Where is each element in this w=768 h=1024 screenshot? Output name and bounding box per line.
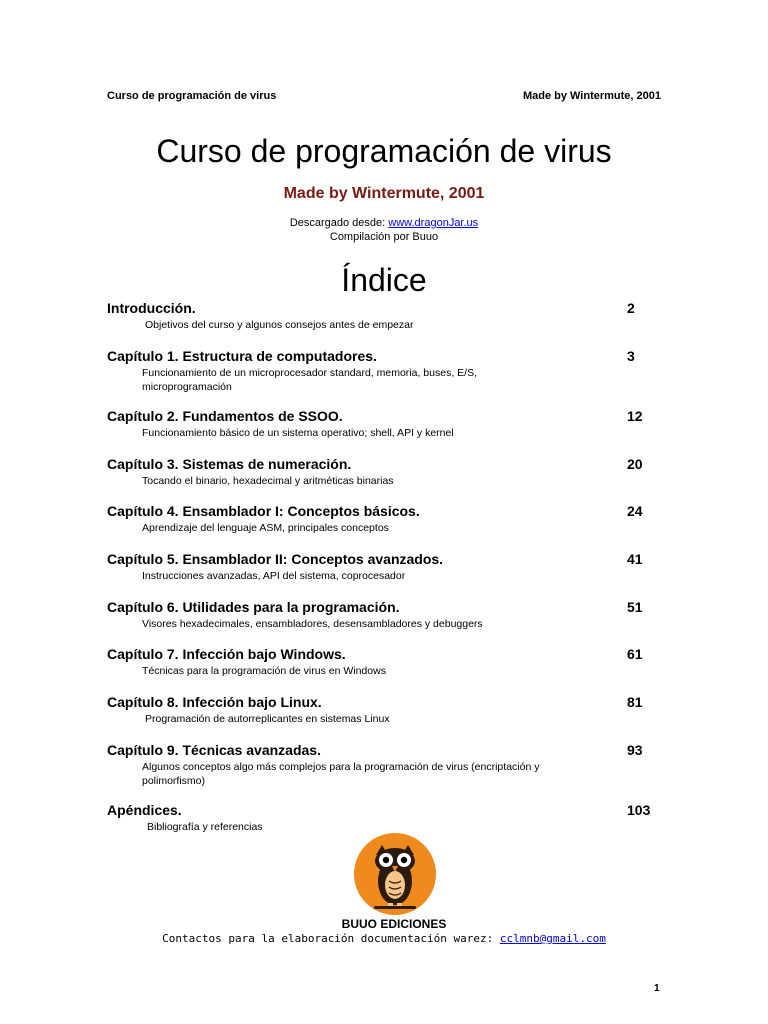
toc-page-number: 24 [627,503,643,519]
toc-entry-chapter-6 [107,599,667,631]
toc-entry-chapter-3 [107,456,667,488]
toc-entry-chapter-5 [107,551,667,583]
toc-description: Programación de autorreplicantes en sistemas Linux [145,713,390,725]
toc-page-number: 41 [627,551,643,567]
toc-description: Técnicas para la programación de virus en Windows [142,665,386,677]
toc-title: Apéndices. [107,802,182,818]
compiled-by: Compilación por Buuo [329,231,439,243]
toc-title: Capítulo 4. Ensamblador I: Conceptos básicos. [107,503,420,519]
toc-page-number: 81 [627,694,643,710]
source-link[interactable]: www.dragonJar.us [388,217,479,229]
running-header [107,90,661,102]
contact-line [0,932,768,945]
toc-entry-chapter-2 [107,408,667,440]
toc-title: Capítulo 9. Técnicas avanzadas. [107,742,321,758]
toc-entry-appendices [107,802,667,834]
index-heading: Índice [341,262,427,298]
toc-title: Capítulo 8. Infección bajo Linux. [107,694,322,710]
toc-page-number: 12 [627,408,643,424]
toc-description: Objetivos del curso y algunos consejos antes de empezar [145,319,414,331]
toc-page-number: 3 [627,348,635,364]
toc-description: Aprendizaje del lenguaje ASM, principales conceptos [142,522,389,534]
toc-title: Capítulo 6. Utilidades para la programación. [107,599,400,615]
owl-logo-icon [354,833,436,915]
toc-title: Capítulo 3. Sistemas de numeración. [107,456,352,472]
toc-title: Capítulo 5. Ensamblador II: Conceptos avanzados. [107,551,444,567]
toc-page-number: 61 [627,646,643,662]
toc-entry-intro [107,300,667,332]
toc-entry-chapter-7 [107,646,667,678]
publisher-name: BUUO EDICIONES [341,917,447,931]
toc-page-number: 51 [627,599,643,615]
page-subtitle: Made by Wintermute, 2001 [283,185,485,202]
toc-page-number: 2 [627,300,635,316]
toc-page-number: 93 [627,742,643,758]
contact-email-link[interactable]: cclmnb@gmail.com [499,932,606,945]
header-right: Made by Wintermute, 2001 [522,90,661,102]
toc-entry-chapter-4 [107,503,667,535]
header-left: Curso de programación de virus [107,90,277,102]
toc-description: Instrucciones avanzadas, API del sistema, coprocesador [142,570,406,582]
contact-label: Contactos para la elaboración documentación warez: [162,932,494,945]
toc-title: Capítulo 7. Infección bajo Windows. [107,646,346,662]
toc-title: Capítulo 2. Fundamentos de SSOO. [107,408,343,424]
toc-description: Algunos conceptos algo más complejos para la programación de virus (encriptación y polimorfismo) [142,761,540,787]
toc-entry-chapter-1 [107,348,667,394]
source-line [0,217,768,229]
toc-page-number: 103 [627,802,651,818]
toc-description: Funcionamiento básico de un sistema operativo; shell, API y kernel [142,427,454,439]
toc-page-number: 20 [627,456,643,472]
toc-entry-chapter-9 [107,742,667,788]
page-title: Curso de programación de virus [156,133,612,169]
toc-description: Visores hexadecimales, ensambladores, desensambladores y debuggers [142,618,483,630]
toc-entry-chapter-8 [107,694,667,726]
toc-description: Bibliografía y referencias [147,821,263,833]
toc-title: Capítulo 1. Estructura de computadores. [107,348,377,364]
page-number: 1 [654,983,660,994]
toc-description: Funcionamiento de un microprocesador standard, memoria, buses, E/S, microprogramación [142,367,478,393]
source-label: Descargado desde: [289,217,386,229]
toc-title: Introducción. [107,300,196,316]
toc-description: Tocando el binario, hexadecimal y aritméticas binarias [142,475,394,487]
